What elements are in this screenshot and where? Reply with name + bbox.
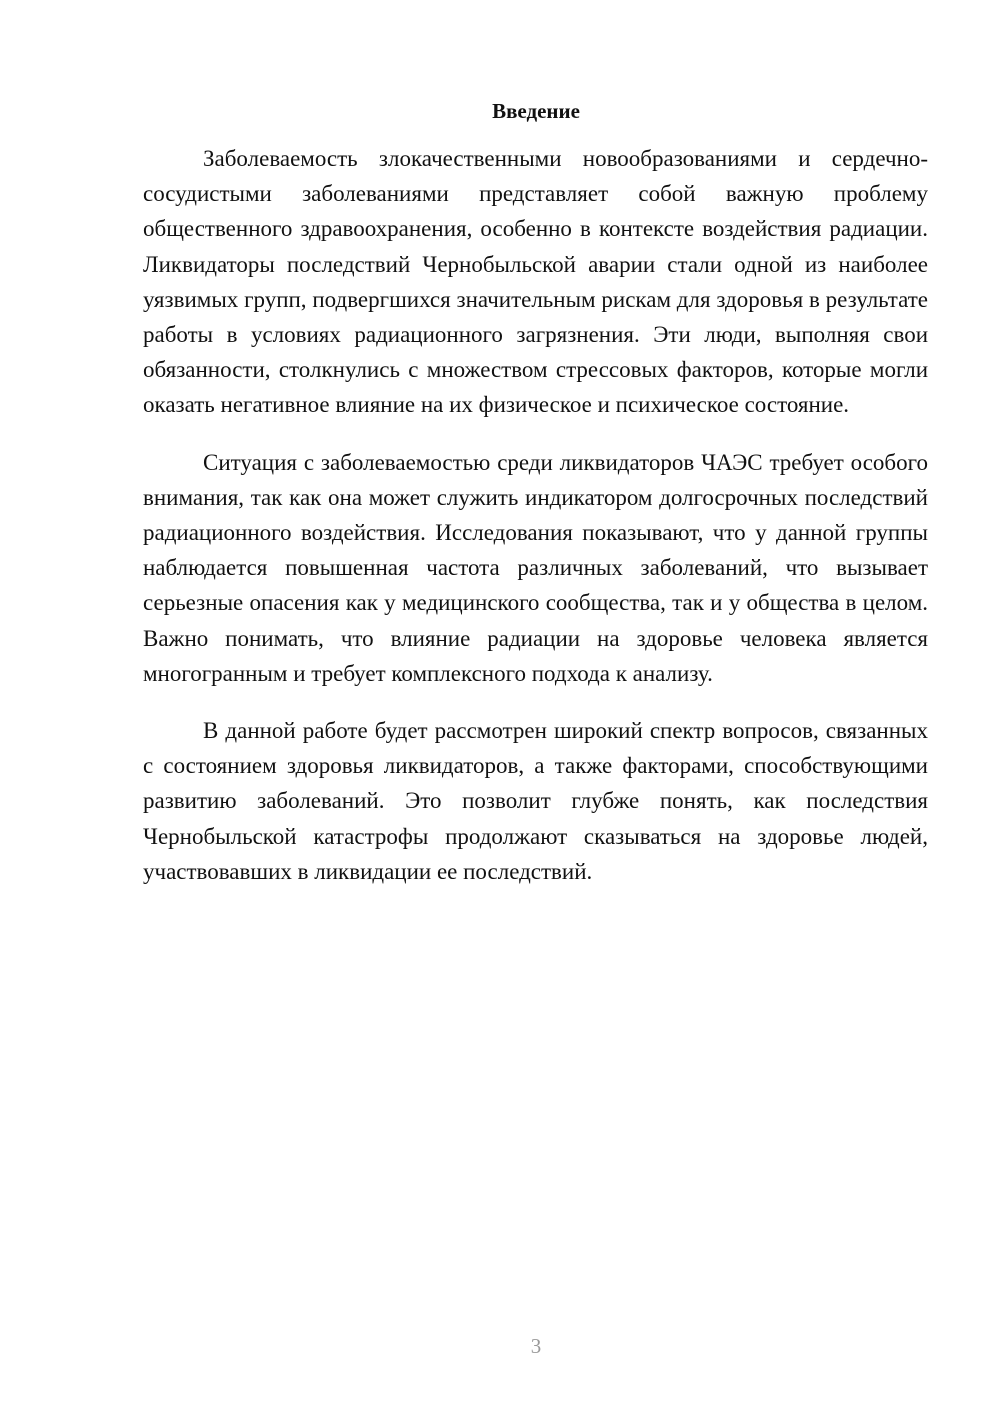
paragraph-2: Ситуация с заболеваемостью среди ликвидаторов ЧАЭС требует особого внимания, так как она может служить индикатором долгосрочных последствий радиационного воздействия. Исследования показывают, что у данной группы наблюдается повышенная частота различных заболеваний, что вызывает серьезные опасения как у медицинского сообщества, так и у общества в целом. Важно понимать, что влияние радиации на здоровье человека является многогранным и требует комплексного подхода к анализу. xyxy=(143,449,928,686)
section-heading: Введение xyxy=(492,99,580,123)
paragraph-1: Заболеваемость злокачественными новообразованиями и сердечно-сосудистыми заболеваниями представляет собой важную проблему общественного здравоохранения, особенно в контексте воздействия радиации. Ликвидаторы последствий Чернобыльской аварии стали одной из наиболее уязвимых групп, подвергшихся значительным рискам для здоровья в результате работы в условиях радиационного загрязнения. Эти люди, выполняя свои обязанности, столкнулись с множеством стрессовых факторов, которые могли оказать негативное влияние на их физическое и психическое состояние. xyxy=(143,146,928,418)
body-text xyxy=(143,141,928,911)
paragraph-3: В данной работе будет рассмотрен широкий спектр вопросов, связанных с состоянием здоровья ликвидаторов, а также факторами, способствующими развитию заболеваний. Это позволит глубже понять, как последствия Чернобыльской катастрофы продолжают сказываться на здоровье людей, участвовавших в ликвидации ее последствий. xyxy=(143,718,928,884)
page-number: 3 xyxy=(530,1334,542,1358)
